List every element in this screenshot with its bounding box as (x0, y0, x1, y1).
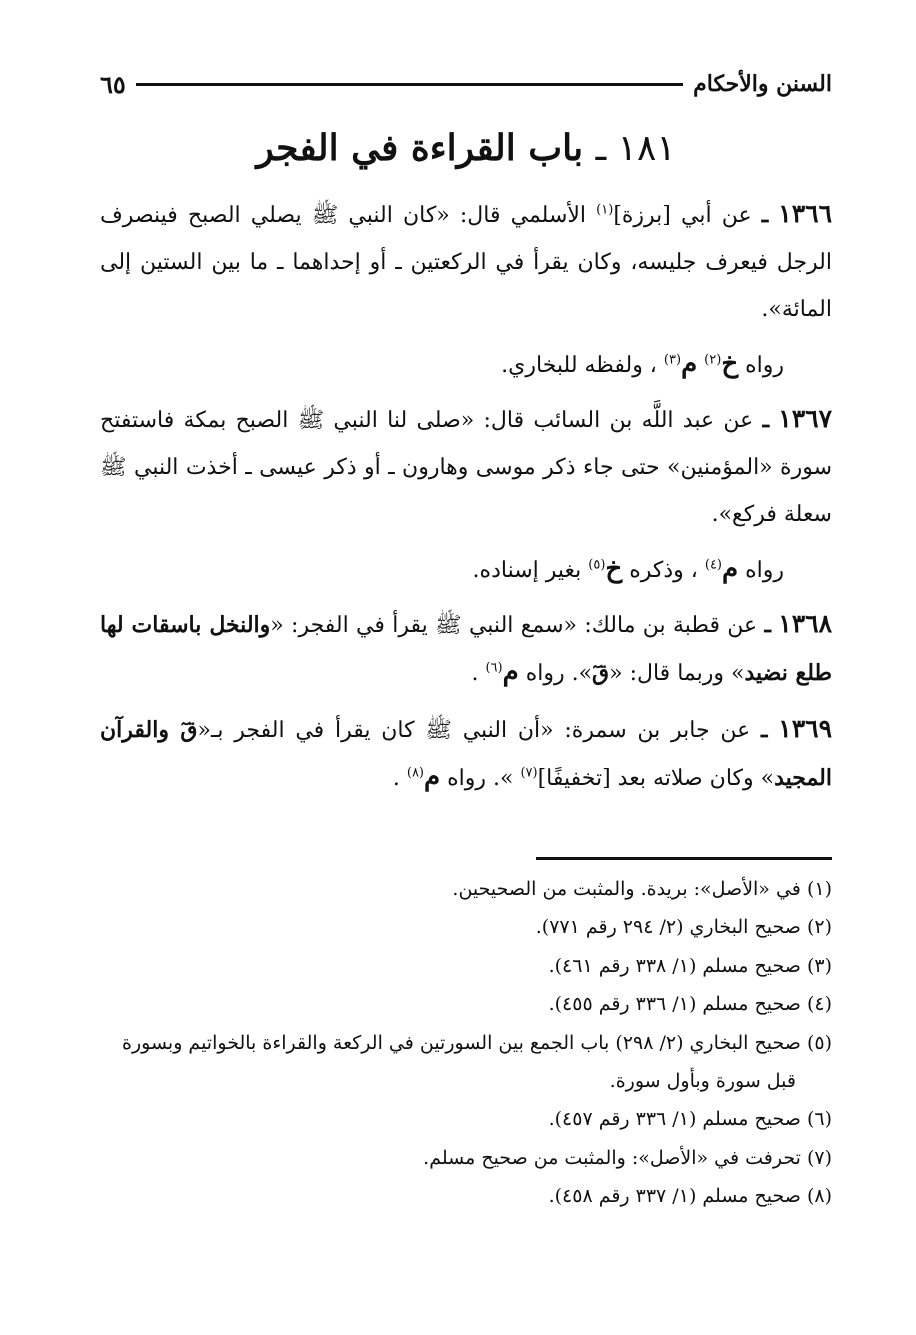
source-text: ، ولفظه للبخاري. (501, 353, 657, 378)
footnote-label: (٨) (806, 1185, 832, 1208)
footnote-label: (٢) (806, 916, 832, 939)
footnote-label: (٤) (806, 993, 832, 1016)
hadith-text: عن جابر بن سمرة: «أن النبي ﷺ كان يقرأ في الفجر بـ« (197, 718, 751, 743)
source-symbol: خ (605, 554, 623, 584)
footnote-rule (536, 857, 832, 860)
footnote-ref[interactable]: (٨) (406, 765, 424, 781)
footnote-ref[interactable]: (٥) (588, 557, 606, 573)
footnote-text: صحيح مسلم (١/ ٣٣٦ رقم ٤٥٥). (548, 993, 801, 1016)
quran-verse: قٓ (592, 660, 610, 686)
footnote-ref[interactable]: (٤) (704, 557, 722, 573)
chapter-number: ١٨١ ـ (595, 128, 676, 169)
quran-verse: قٓ والقرآن المجيد (100, 717, 832, 791)
footnote-label: (٥) (806, 1031, 832, 1054)
hadith-text: ». رواه (447, 766, 521, 791)
footnote-item (100, 908, 832, 946)
footnote-label: (٦) (806, 1108, 832, 1131)
footnotes (100, 870, 832, 1216)
page-number: ٦٥ (100, 69, 126, 99)
footnote-label: (١) (806, 878, 832, 900)
separator: ـ (764, 612, 771, 638)
separator: ـ (761, 717, 768, 743)
hadith-text: عن قطبة بن مالك: «سمع النبي ﷺ يقرأ في الفجر: « (270, 613, 758, 638)
source-text: رواه (745, 353, 784, 378)
hadith-text: » وكان صلاته بعد [تخفيفًا] (537, 766, 775, 791)
header-rule (136, 83, 683, 86)
hadith-number: ١٣٦٧ (778, 404, 833, 433)
narration-source (100, 546, 832, 594)
footnote-text: صحيح مسلم (١/ ٣٣٨ رقم ٤٦١). (548, 954, 801, 977)
footnote-ref[interactable]: (٧) (520, 765, 538, 781)
footnote-item (100, 1100, 832, 1138)
source-symbol: خ (721, 349, 739, 379)
footnote-text: صحيح مسلم (١/ ٣٣٧ رقم ٤٥٨). (548, 1185, 801, 1208)
footnote-text: صحيح البخاري (٢/ ٢٩٨) باب الجمع بين السورتين في الركعة والقراءة بالخواتيم وبسورة (122, 1031, 801, 1054)
hadith-entry (100, 600, 832, 697)
separator: ـ (761, 202, 769, 228)
footnote-text: صحيح البخاري (٢/ ٢٩٤ رقم ٧٧١). (535, 916, 801, 939)
hadith-text: الأسلمي قال: «كان النبي ﷺ يصلي الصبح فينصرف الرجل فيعرف جليسه، وكان يقرأ في الركعتين ـ أو إحداهما ـ ما بين الستين إلى المائة». (100, 203, 832, 322)
book-title: السنن والأحكام (693, 71, 832, 97)
footnote-ref[interactable]: (١) (596, 202, 614, 218)
hadith-entry (100, 190, 832, 333)
chapter-title: باب القراءة في الفجر (256, 127, 584, 169)
source-text: بغير إسناده. (472, 558, 582, 583)
hadith-body (100, 190, 832, 810)
footnote-ref[interactable]: (٢) (704, 352, 722, 368)
footnote-item (100, 1024, 832, 1101)
footnote-text: في «الأصل»: بريدة. والمثبت من الصحيحين. (452, 878, 801, 900)
footnote-text: تحرفت في «الأصل»: والمثبت من صحيح مسلم. (423, 1146, 801, 1169)
footnote-item (100, 947, 832, 985)
source-symbol: م (502, 657, 519, 687)
footnote-ref[interactable]: (٦) (485, 660, 503, 676)
footnote-item (100, 870, 832, 908)
footnote-item (100, 985, 832, 1023)
footnote-item (100, 1177, 832, 1215)
footnote-ref[interactable]: (٣) (663, 352, 682, 368)
chapter-heading (100, 120, 832, 177)
hadith-entry (100, 705, 832, 802)
hadith-text: عن عبد اللَّه بن السائب قال: «صلى لنا النبي ﷺ الصبح بمكة فاستفتح سورة «المؤمنين» حتى جاء ذكر موسى وهارون ـ أو ذكر عيسى ـ أخذت النبي ﷺ سعلة فركع». (100, 408, 832, 527)
footnote-text: صحيح مسلم (١/ ٣٣٦ رقم ٤٥٧). (548, 1108, 801, 1131)
footnote-label: (٣) (806, 954, 832, 977)
footnote-item (100, 1139, 832, 1177)
source-symbol: م (681, 349, 698, 379)
source-text: رواه (745, 558, 784, 583)
hadith-text: . (392, 766, 407, 791)
footnote-continuation: قبل سورة وبأول سورة. (609, 1070, 796, 1093)
source-symbol: م (424, 762, 441, 792)
hadith-number: ١٣٦٦ (778, 199, 832, 228)
hadith-text: ». رواه (525, 661, 593, 686)
hadith-text: . (471, 661, 486, 686)
footnote-label: (٧) (806, 1146, 832, 1169)
running-header (100, 66, 832, 102)
hadith-text: عن أبي [برزة] (613, 203, 752, 228)
narration-source (100, 341, 832, 389)
quran-verse: والنخل باسقات لها طلع نضيد (100, 612, 832, 686)
hadith-entry (100, 395, 832, 538)
hadith-text: » وربما قال: « (609, 661, 745, 686)
source-symbol: م (722, 554, 739, 584)
source-text: ، وذكره (629, 558, 698, 583)
hadith-number: ١٣٦٨ (778, 609, 833, 638)
hadith-number: ١٣٦٩ (778, 714, 832, 743)
separator: ـ (762, 407, 770, 433)
